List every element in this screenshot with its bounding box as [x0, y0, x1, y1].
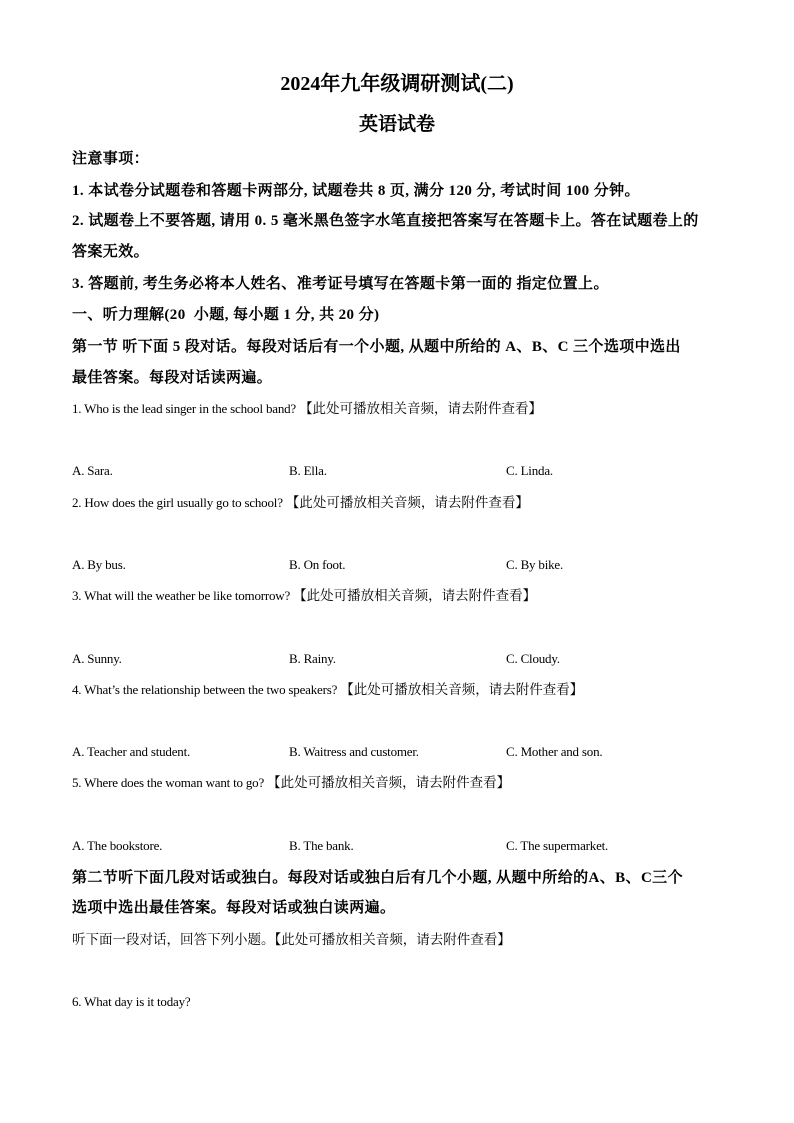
question-2-options: [0, 556, 794, 574]
question-1-options: [0, 462, 794, 480]
option-b: B. On foot.: [289, 557, 346, 572]
option-b: B. Ella.: [289, 463, 327, 478]
notice-heading: 注意事项：: [72, 151, 150, 167]
exam-title: 2024年九年级调研测试(二): [280, 73, 514, 95]
audio-note: 【此处可播放相关音频，请去附件查看】: [299, 401, 543, 416]
option-a: A. By bus.: [72, 557, 126, 572]
part2-instructions: 第二节听下面几段对话或独白。每段对话或独白后有几个小题, 从题中所给的A、B、C三个: [72, 870, 683, 886]
question-6: [72, 993, 190, 1011]
audio-note: 【此处可播放相关音频，请去附件查看】: [293, 588, 537, 603]
question-3-options: [0, 650, 794, 668]
part1-instructions: 第一节 听下面 5 段对话。每段对话后有一个小题, 从题中所给的 A、B、C 三个选项中选出: [72, 339, 681, 355]
question-text: 1. Who is the lead singer in the school band?: [72, 401, 296, 416]
option-c: C. Linda.: [506, 463, 553, 478]
question-text: 5. Where does the woman want to go?: [72, 775, 265, 790]
question-5-options: [0, 837, 794, 855]
dialog-intro-text: 听下面一段对话，回答下列小题。: [72, 932, 275, 947]
question-2: [72, 494, 529, 512]
audio-note: 【此处可播放相关音频，请去附件查看】: [340, 682, 584, 697]
question-3: [72, 587, 536, 605]
audio-note: 【此处可播放相关音频，请去附件查看】: [285, 495, 529, 510]
question-text: 2. How does the girl usually go to school?: [72, 495, 283, 510]
option-a: A. Sara.: [72, 463, 113, 478]
audio-note: 【此处可播放相关音频，请去附件查看】: [267, 775, 511, 790]
audio-note: 【此处可播放相关音频，请去附件查看】: [274, 932, 511, 947]
option-a: A. Sunny.: [72, 651, 122, 666]
section-heading-listening: 一、听力理解(20 小题, 每小题 1 分, 共 20 分): [72, 307, 380, 323]
exam-subtitle: 英语试卷: [358, 114, 435, 135]
notice-item-3: 3. 答题前, 考生务必将本人姓名、准考证号填写在答题卡第一面的 指定位置上。: [72, 276, 609, 292]
dialog-intro: [72, 931, 511, 949]
part1-instructions-continued: 最佳答案。每段对话读两遍。: [72, 370, 273, 386]
question-text: 6. What day is it today?: [72, 994, 191, 1009]
option-a: A. Teacher and student.: [72, 744, 191, 759]
notice-item-2-continued: 答案无效。: [72, 244, 150, 260]
part2-instructions-continued: 选项中选出最佳答案。每段对话或独白读两遍。: [72, 900, 396, 916]
option-c: C. By bike.: [506, 557, 564, 572]
option-c: C. Mother and son.: [506, 744, 603, 759]
notice-item-1: 1. 本试卷分试题卷和答题卡两部分, 试题卷共 8 页, 满分 120 分, 考试时间 100 分钟。: [72, 183, 640, 199]
option-c: C. Cloudy.: [506, 651, 560, 666]
question-1: [72, 400, 542, 418]
option-a: A. The bookstore.: [72, 838, 163, 853]
question-text: 3. What will the weather be like tomorrow?: [72, 588, 291, 603]
question-4: [72, 681, 583, 699]
option-b: B. The bank.: [289, 838, 354, 853]
question-text: 4. What’s the relationship between the two speakers?: [72, 682, 338, 697]
option-b: B. Rainy.: [289, 651, 336, 666]
option-c: C. The supermarket.: [506, 838, 609, 853]
question-4-options: [0, 743, 794, 761]
question-5: [72, 774, 510, 792]
notice-item-2: 2. 试题卷上不要答题, 请用 0. 5 毫米黑色签字水笔直接把答案写在答题卡上。答在试题卷上的: [72, 213, 699, 229]
option-b: B. Waitress and customer.: [289, 744, 419, 759]
